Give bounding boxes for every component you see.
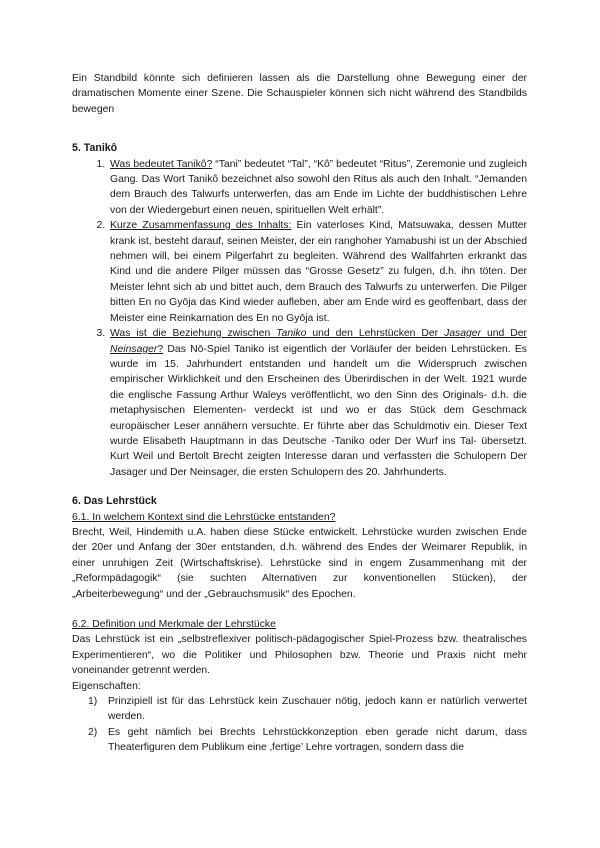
question-part: und Der <box>481 328 527 340</box>
list-item <box>108 218 527 326</box>
question-heading: Was bedeutet Tanikô? <box>110 158 213 170</box>
question-title-taniko: Taniko <box>276 328 307 340</box>
subsection-6-2-heading: 6.2. Definition und Merkmale der Lehrstücke <box>72 619 276 630</box>
subsection-6-1-paragraph: Brecht, Weil, Hindemith u.A. haben diese Stücke entwickelt. Lehrstücke wurden zwischen Ende der 20er und Anfang der 30er entstanden, d.h. während des Endes der Weimarer Republik, in einer unruhigen Zeit (Wirtschaftskrise). Lehrstücke sind in engem Zusammenhang mit der „Reformpädagogik“ (sie suchten Alternativen zur konventionellen Stücken), der „Arbeiterbewegung“ und der „Gebrauchsmusik“ des Epochen. <box>72 526 527 600</box>
property-text: Prinzipiell ist für das Lehrstück kein Zuschauer nötig, jedoch kann er natürlich verwertet werden. <box>108 696 527 723</box>
subsection-6-1-heading: 6.1. In welchem Kontext sind die Lehrstücke entstanden? <box>72 511 336 523</box>
intro-paragraph: Ein Standbild könnte sich definieren lassen als die Darstellung ohne Bewegung einer der dramatischen Momente einer Szene. Die Schauspieler können sich nicht während des Standbilds bewegen <box>72 73 527 115</box>
section-5 <box>72 141 527 480</box>
paragraph-gap <box>72 602 527 617</box>
list-number: 1) <box>88 696 98 708</box>
question-part: Was ist die Beziehung zwischen <box>110 328 277 340</box>
document-page <box>72 71 527 756</box>
properties-label: Eigenschaften: <box>72 680 141 692</box>
question-part: ? <box>157 343 164 355</box>
answer-text: “Tani” bedeutet “Tal”, “Kô” bedeutet “Ritus”, Zeremonie und zugleich Gang. Das Wort Tanikô bezeichnet also sowohl den Ritus als auch den Inhalt. “Jemanden dem Brauch des Talwurfs unterwerfen, das am Ende im Lichte der buddhistischen Lehre von der Wiedergeburt einen neuen, spirituellen Welt erhält”. <box>110 158 527 216</box>
list-number: 2) <box>88 726 98 738</box>
question-title-neinsager: Neinsager <box>110 343 158 355</box>
question-heading: Kurze Zusammenfassung des Inhalts: <box>110 220 292 232</box>
section-5-list <box>72 157 527 481</box>
properties-list <box>72 694 527 756</box>
section-5-heading: 5. Tanikô <box>72 142 118 155</box>
section-6 <box>72 494 527 756</box>
question-part: und den Lehrstücken Der <box>306 328 445 340</box>
list-item <box>108 157 527 219</box>
list-item <box>72 694 527 725</box>
answer-text: Ein vaterloses Kind, Matsuwaka, dessen Mutter krank ist, besteht darauf, seinen Meister, der ein ranghoher Yamabushi ist un der Abschied nehmen will, bei einem Pilgerfahrt zu begleiten. Während des Wallfahrten erkrankt das Kind und die andere Pilger müssen das “Grosse Gesetz” zu fulgen, d.h. ihn töten. Der Meister lehnt sich ab und bittet auch, dem Brauch des Talwurfs zu unterwerfen. Die Pilger bitten En no Gyōja das Kind wieder aufleben, aber am Ende wird es geoffenbart, dass der Meister eine Reinkarnation des En no Gyōja ist. <box>110 220 527 324</box>
answer-text: Das Nō-Spiel Taniko ist eigentlich der Vorläufer der beiden Lehrstücken. Es wurde im 15. Jahrhundert entstanden und handelt um die Widerspruch zwischen empirischer Wirklichkeit und den Erscheinen des Überirdischen in der Welt. 1921 wurde die englische Fassung Arthur Waleys veröffentlicht, wo den Sinn des Originals- d.h. die metaphysischen Elementen- verdeckt ist und wo er das Stück dem Geschmack europäischer Leser annähern versuchte. Er führte aber das Schuldmotiv ein. Dieser Text wurde Elisabeth Hauptmann in das Deutsche -Taniko oder Der Wurf ins Tal- übersetzt. Kurt Weil und Bertolt Brecht zeigten Interesse daran und verfassten die Schulopern Der Jasager und Der Neinsager, die ersten Schulopern des 20. Jahrhunderts. <box>110 343 527 478</box>
list-item <box>108 326 527 480</box>
list-item <box>72 725 527 756</box>
section-6-heading: 6. Das Lehrstück <box>72 495 157 508</box>
subsection-6-2-paragraph: Das Lehrstück ist ein „selbstreflexiver politisch-pädagogischer Spiel-Prozess bzw. theatralisches Experimentieren“, wo die Politiker und Philosophen bzw. Theorie und Praxis nicht mehr voneinander getrennt werden. <box>72 634 527 677</box>
property-text: Es geht nämlich bei Brechts Lehrstückkonzeption eben gerade nicht darum, dass Theaterfiguren dem Publikum eine ‚fertige’ Lehre vortragen, sondern dass die <box>108 726 527 754</box>
question-title-jasager: Jasager <box>444 328 482 340</box>
